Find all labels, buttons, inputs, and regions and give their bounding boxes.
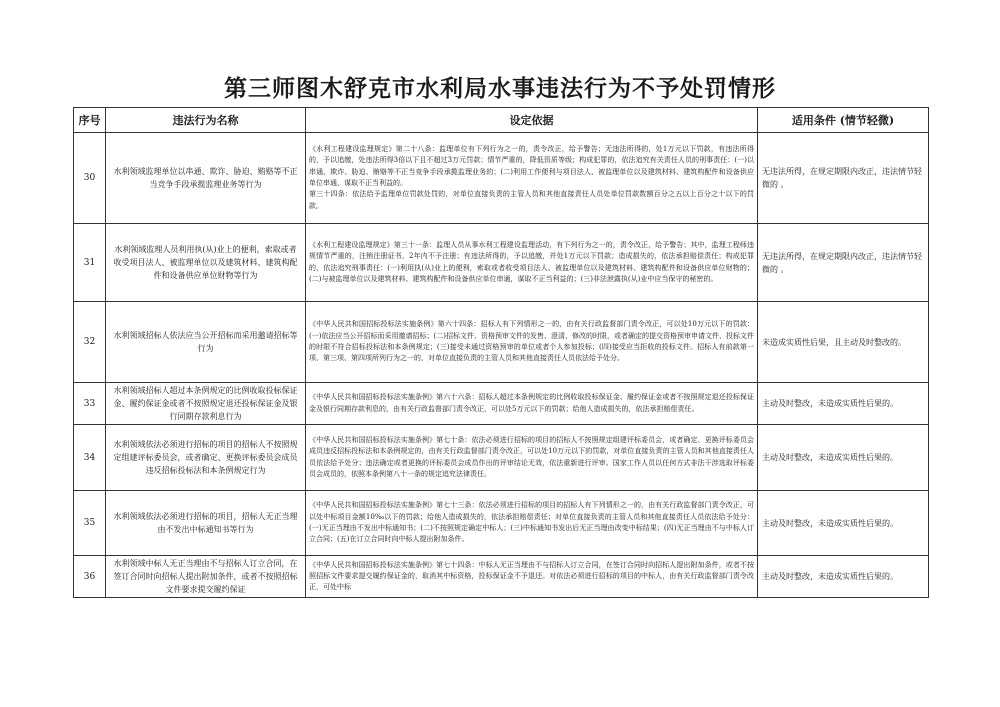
legal-basis-paragraph: 《中华人民共和国招标投标法实施条例》第七十四条：中标人无正当理由不与招标人订立合同，在签订合同时向招标人提出附加条件，或者不按照招标文件要求提交履约保证金的，取消其中标资格，投标保证金不予退还。对依法必须进行招标的项目的中标人，由有关行政监督部门责令改正，可处中标 [309,560,754,592]
row-number: 30 [74,133,106,224]
penalty-table [73,107,929,598]
legal-basis-paragraph: 《中华人民共和国招标投标法实施条例》第七十三条：依法必须进行招标的项目的招标人有下列情形之一的，由有关行政监督部门责令改正，可以处中标项目金额10‰以下的罚款；给他人造成损失的，依法承担赔偿责任；对单位直接负责的主管人员和其他直接责任人员依法给予处分：(一)无正当理由不发出中标通知书；(二)不按照规定确定中标人；(三)中标通知书发出后无正当理由改变中标结果；(四)无正当理由不与中标人订立合同；(五)在订立合同时向中标人提出附加条件。 [309,501,754,544]
legal-basis-paragraph: 《中华人民共和国招标投标法实施条例》第六十四条：招标人有下列情形之一的，由有关行政监督部门责令改正，可以处10万元以下的罚款：(一)依法应当公开招标而采用邀请招标；(二)招标文件、资格预审文件的发售、澄清、修改的时限，或者确定的提交资格预审申请文件、投标文件的时限不符合招标投标法和本条例规定；(三)接受未通过资格预审的单位或者个人参加投标；(四)接受应当拒收的投标文件。招标人有前款第一项、第三项、第四项所列行为之一的，对单位直接负责的主管人员和其他直接责任人员依法给予处分。 [309,320,754,363]
legal-basis-paragraph: 《中华人民共和国招标投标法实施条例》第六十六条：招标人超过本条例规定的比例收取投标保证金、履约保证金或者不按照规定退还投标保证金及银行同期存款利息的，由有关行政监督部门责令改正，可以处5万元以下的罚款；给他人造成损失的，依法承担赔偿责任。 [309,393,754,413]
applicable-condition: 主动及时整改，未造成实质性后果的。 [758,425,929,491]
legal-basis-paragraph: 《水利工程建设监理规定》第二十八条：监理单位有下列行为之一的，责令改正，给予警告；无违法所得的，处1万元以下罚款，有违法所得的，予以追缴，处违法所得3倍以下且不超过3万元罚款；情节严重的，降低资质等级；构成犯罪的，依法追究有关责任人员的刑事责任：(一)以串通、欺诈、胁迫、贿赂等不正当竞争手段承揽监理业务的；(二)利用工作便利与项目法人、被监理单位以及建筑材料、建筑构配件和设备供应单位串通，谋取不正当利益的。 [309,145,754,187]
legal-basis [306,133,758,224]
row-number: 35 [74,491,106,556]
applicable-condition: 未造成实质性后果，且主动及时整改的。 [758,302,929,383]
row-number: 36 [74,556,106,598]
header-name: 违法行为名称 [106,108,306,133]
applicable-condition: 主动及时整改，未造成实质性后果的。 [758,556,929,598]
table-row [74,383,929,425]
applicable-condition: 无违法所得，在规定期限内改正，违法情节轻微的 。 [758,224,929,302]
legal-basis [306,556,758,598]
header-condition: 适用条件 (情节轻微) [758,108,929,133]
table-row [74,491,929,556]
violation-name: 水利领域招标人超过本条例规定的比例收取投标保证金、履约保证金或者不按照规定退还投标保证金及银行同期存款利息行为 [106,383,306,425]
header-no: 序号 [74,108,106,133]
violation-name: 水利领域依法必须进行招标的项目的招标人不按照规定组建评标委员会，或者确定、更换评标委员会成员违反招标投标法和本条例规定行为 [106,425,306,491]
row-number: 33 [74,383,106,425]
table-row [74,302,929,383]
applicable-condition: 主动及时整改，未造成实质性后果的。 [758,491,929,556]
row-number: 32 [74,302,106,383]
legal-basis [306,425,758,491]
violation-name: 水利领域依法必须进行招标的项目，招标人无正当理由不发出中标通知书等行为 [106,491,306,556]
violation-name: 水利领域监理单位以串通、欺诈、胁迫、贿赂等不正当竞争手段承揽监理业务等行为 [106,133,306,224]
legal-basis [306,491,758,556]
legal-basis-paragraph: 第三十四条：依法给予监理单位罚款处罚的，对单位直接负责的主管人员和其他直接责任人员处单位罚款数额百分之五以上百分之十以下的罚款。 [309,190,754,210]
legal-basis [306,224,758,302]
violation-name: 水利领域中标人无正当理由不与招标人订立合同，在签订合同时向招标人提出附加条件，或者不按照招标文件要求提交履约保证 [106,556,306,598]
table-row [74,133,929,224]
legal-basis-paragraph: 《水利工程建设监理规定》第三十一条：监理人员从事水利工程建设监理活动，有下列行为之一的，责令改正，给予警告；其中，监理工程师违规情节严重的，注销注册证书，2年内不予注册；有违法所得的，予以追缴，并处1万元以下罚款；造成损失的，依法承担赔偿责任；构成犯罪的，依法追究刑事责任：(一)利用执(从)业上的便利，索取或者收受项目法人、被监理单位以及建筑材料、建筑构配件和设备供应单位财物的；(二)与被监理单位以及建筑材料、建筑构配件和设备供应单位串通，谋取不正当利益的；(三)非法泄露执(从)业中应当保守的秘密的。 [309,240,754,283]
table-row [74,556,929,598]
legal-basis-paragraph: 《中华人民共和国招标投标法实施条例》第七十条：依法必须进行招标的项目的招标人不按照规定组建评标委员会，或者确定、更换评标委员会成员违反招标投标法和本条例规定的，由有关行政监督部门责令改正，可以处10万元以下的罚款，对单位直接负责的主管人员和其他直接责任人员依法给予处分；违法确定或者更换的评标委员会成员作出的评审结论无效，依法重新进行评审。国家工作人员以任何方式非法干涉选取评标委员会成员的，依照本条例第八十一条的规定追究法律责任。 [309,435,754,478]
row-number: 34 [74,425,106,491]
violation-name: 水利领域监理人员利用执(从)业上的便利，索取或者收受项目法人、被监理单位以及建筑材料、建筑构配件和设备供应单位财物等行为 [106,224,306,302]
violation-name: 水利领域招标人依法应当公开招标而采用邀请招标等行为 [106,302,306,383]
legal-basis [306,383,758,425]
table-header-row [74,108,929,133]
legal-basis [306,302,758,383]
table-row [74,224,929,302]
row-number: 31 [74,224,106,302]
applicable-condition: 主动及时整改，未造成实质性后果的。 [758,383,929,425]
applicable-condition: 无违法所得，在规定期限内改正，违法情节轻微的 。 [758,133,929,224]
header-basis: 设定依据 [306,108,758,133]
page-title: 第三师图木舒克市水利局水事违法行为不予处罚情形 [224,75,776,102]
table-row [74,425,929,491]
